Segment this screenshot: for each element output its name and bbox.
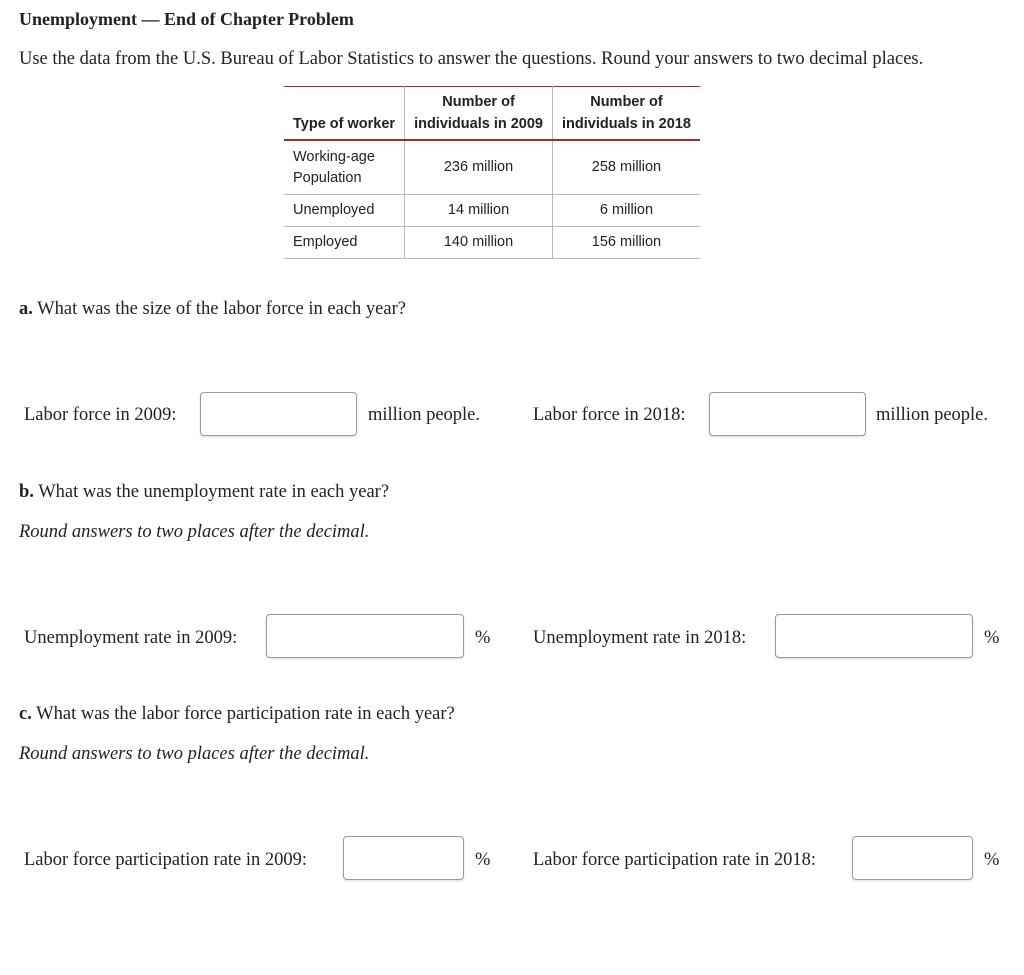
table-row <box>284 227 700 259</box>
table-header-row <box>284 87 700 141</box>
question-c-note: Round answers to two places after the decimal. <box>19 744 370 764</box>
unemployment-rate-2018-unit: % <box>984 628 1000 648</box>
question-b <box>19 482 389 503</box>
question-c-letter: c. <box>19 704 32 724</box>
labor-data-table <box>284 86 700 259</box>
labor-force-2009-label: Labor force in 2009: <box>24 405 177 425</box>
question-a-text: What was the size of the labor force in each year? <box>37 299 406 319</box>
row-type: Unemployed <box>284 195 405 227</box>
cell-2018: 156 million <box>553 227 700 259</box>
header-2009-line1: Number of <box>442 94 515 110</box>
header-2009-line2: individuals in 2009 <box>414 116 543 132</box>
cell-2018: 6 million <box>553 195 700 227</box>
header-2018 <box>553 87 700 141</box>
row-type-line1: Working-age <box>293 148 375 165</box>
cell-2009: 14 million <box>405 195 553 227</box>
question-a-letter: a. <box>19 299 33 319</box>
participation-rate-2018-unit: % <box>984 850 1000 870</box>
participation-rate-2018-label: Labor force participation rate in 2018: <box>533 850 817 870</box>
question-c-text: What was the labor force participation rate in each year? <box>36 704 455 724</box>
unemployment-rate-2009-label: Unemployment rate in 2009: <box>24 628 238 648</box>
participation-rate-2009-unit: % <box>475 850 491 870</box>
unemployment-rate-2009-input[interactable] <box>266 614 464 658</box>
unemployment-rate-2009-unit: % <box>475 628 491 648</box>
labor-force-2009-unit: million people. <box>368 405 481 425</box>
cell-2009: 140 million <box>405 227 553 259</box>
row-type <box>284 140 405 195</box>
header-2018-line1: Number of <box>590 94 663 110</box>
labor-force-2018-label: Labor force in 2018: <box>533 405 686 425</box>
labor-force-2018-input[interactable] <box>709 392 866 436</box>
question-b-note: Round answers to two places after the decimal. <box>19 522 370 542</box>
row-type-line2: Population <box>293 169 362 186</box>
table-row <box>284 195 700 227</box>
header-type-of-worker: Type of worker <box>293 116 396 132</box>
page-title: Unemployment — End of Chapter Problem <box>19 9 354 29</box>
instructions: Use the data from the U.S. Bureau of Labor Statistics to answer the questions. Round your answers to two decimal places. <box>19 49 924 69</box>
participation-rate-2018-input[interactable] <box>852 836 973 880</box>
cell-2018: 258 million <box>553 140 700 195</box>
cell-2009: 236 million <box>405 140 553 195</box>
question-b-text: What was the unemployment rate in each year? <box>38 482 390 502</box>
question-b-letter: b. <box>19 482 34 502</box>
labor-force-2009-input[interactable] <box>200 392 357 436</box>
header-2018-line2: individuals in 2018 <box>562 116 691 132</box>
row-type: Employed <box>284 227 405 259</box>
table-row <box>284 140 700 195</box>
labor-force-2018-unit: million people. <box>876 405 989 425</box>
unemployment-rate-2018-input[interactable] <box>775 614 973 658</box>
unemployment-rate-2018-label: Unemployment rate in 2018: <box>533 628 747 648</box>
header-2009 <box>405 87 553 141</box>
participation-rate-2009-label: Labor force participation rate in 2009: <box>24 850 308 870</box>
question-c <box>19 704 455 725</box>
question-a <box>19 299 406 320</box>
participation-rate-2009-input[interactable] <box>343 836 464 880</box>
